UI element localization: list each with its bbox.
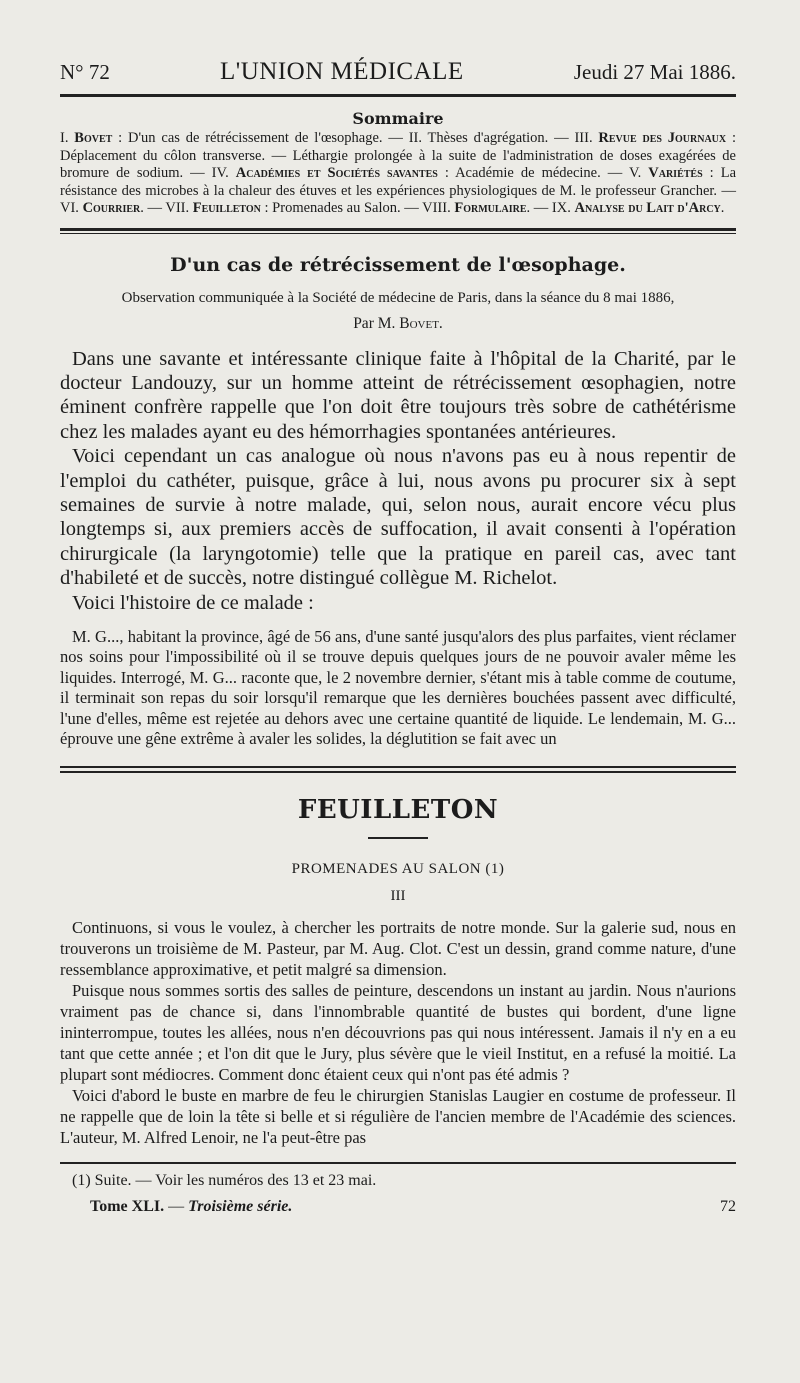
paragraph: Continuons, si vous le voulez, à chercher les portraits de notre monde. Sur la galerie sud, nous en trouverons un troisième de M. Pasteur, par M. Aug. Clot. C'est un dessin, grand comme nature, d'une ressemblance approximative, et petit malgré sa dimension. [60, 917, 736, 979]
sommaire-section-name: Variétés [648, 165, 703, 181]
masthead [60, 58, 736, 86]
issue-number: N° 72 [60, 60, 110, 84]
sommaire-run: . [720, 200, 725, 216]
tome-label: Tome XLI. [90, 1197, 165, 1215]
footnote: (1) Suite. — Voir les numéros des 13 et 23 mai. [72, 1171, 377, 1189]
article-body-small [60, 627, 736, 750]
author-name: Bovet. [399, 314, 443, 332]
paragraph: M. G..., habitant la province, âgé de 56 ans, d'une santé jusqu'alors des plus parfaites, vient réclamer nos soins pour l'impossibilité où il se trouve depuis quelques jours de ne pouvoir avaler même les liquides. Interrogé, M. G... raconte que, le 2 novembre dernier, s'étant mis à table comme de coutume, il terminait son repas du soir lorsqu'il remarque que les dernières bouchées passent avec difficulté, l'une d'elles, même est rejetée au dehors avec une certaine quantité de liquide. Le lendemain, M. G... éprouve une gêne extrême à avaler les solides, la déglutition se fait avec un [60, 626, 736, 749]
feuilleton-subtitle: PROMENADES AU SALON (1) [291, 860, 505, 877]
sommaire-run: I. [60, 130, 75, 146]
feuilleton-section: III [390, 887, 406, 904]
sommaire-section-name: Revue des Journaux [598, 130, 727, 146]
paragraph: Dans une savante et intéressante clinique faite à l'hôpital de la Charité, par le docteur Landouzy, sur un homme atteint de rétrécissement œsophagien, notre éminent confrère rappelle que l'on doit être toujours très sobre de cathétérisme chez les malades ayant eu des hémorrhagies spontanées antérieures. [60, 347, 736, 443]
sommaire-section-name: Académies et Sociétés savantes [235, 165, 438, 181]
article-observation: Observation communiquée à la Société de médecine de Paris, dans la séance du 8 mai 1886, [121, 289, 675, 306]
feuilleton-short-rule [368, 837, 428, 839]
sommaire-rule [60, 228, 736, 234]
article-author [60, 315, 736, 333]
footer-dash: — [164, 1197, 189, 1215]
paragraph: Voici d'abord le buste en marbre de feu le chirurgien Stanislas Laugier en costume de professeur. Il ne rappelle que de loin la tête si belle et si régulière de l'ancien membre de l'Académie des sciences. L'auteur, M. Alfred Lenoir, ne l'a peut-être pas [60, 1085, 736, 1147]
sommaire-run: : Académie de médecine. — V. [437, 165, 649, 181]
author-prefix: Par M. [353, 314, 400, 332]
feuilleton-rule [60, 766, 736, 773]
sommaire-section-name: Feuilleton [192, 200, 261, 216]
page-number: 72 [720, 1197, 736, 1215]
footnote-rule [60, 1162, 736, 1164]
sommaire-run: : Déplacement du côlon transverse. — Léthargie prolongée à la suite de l'administration de doses exagérées de bromure de sodium. — IV. [60, 130, 736, 181]
article-title: D'un cas de rétrécissement de l'œsophage. [170, 253, 626, 276]
paragraph: Voici cependant un cas analogue où nous n'avons pas eu à nous repentir de l'emploi du cathéter, puisque, grâce à lui, nous avons pu procurer six à sept semaines de survie à notre malade, qui, selon nous, aurait encore vécu plus longtemps si, aux premiers accès de suffocation, il avait consenti à l'opération chirurgicale (la laryngotomie) telle que la pratique en pareil cas, avec tant d'habileté et de succès, notre distingué collègue M. Richelot. [60, 445, 736, 590]
sommaire-section-name: Bovet [74, 130, 113, 146]
article-body-large [60, 347, 736, 615]
sommaire-section-name: Analyse du Lait d'Arcy [574, 200, 721, 216]
sommaire-text [60, 130, 736, 218]
issue-date: Jeudi 27 Mai 1886. [573, 60, 736, 84]
sommaire-run: : Promenades au Salon. — VIII. [260, 200, 455, 216]
sommaire-run: : La résistance des microbes à la chaleur des étuves et les expériences physiologiques de M. le professeur Grancher. — VI. [60, 165, 737, 216]
sommaire-heading: Sommaire [352, 109, 444, 128]
sommaire-run: . — IX. [526, 200, 575, 216]
journal-title: L'UNION MÉDICALE [219, 58, 464, 85]
sommaire-section-name: Courrier [82, 200, 141, 216]
masthead-rule [60, 94, 736, 97]
sommaire-run: : D'un cas de rétrécissement de l'œsophage. — II. Thèses d'agrégation. — III. [112, 130, 599, 146]
series-label: Troisième série. [188, 1197, 293, 1215]
sommaire-section-name: Formulaire [454, 200, 527, 216]
feuilleton-body [60, 917, 736, 1148]
sommaire-run: . — VII. [140, 200, 193, 216]
feuilleton-title: FEUILLETON [297, 794, 499, 825]
page-footer [60, 1198, 736, 1216]
paragraph: Voici l'histoire de ce malade : [72, 591, 314, 614]
paragraph: Puisque nous sommes sortis des salles de peinture, descendons un instant au jardin. Nous n'aurions vraiment pas de chance si, dans l'innombrable quantité de bustes qui bordent, d'une ligne ininterrompue, toutes les allées, nous n'en découvrions pas qui nous intéressent. Jamais il n'y en a eu tant que cette année ; et l'on dit que le Jury, plus sévère que le vieil Institut, en a refusé la moitié. La plupart sont médiocres. Comment donc étaient ceux qui n'ont pas été admis ? [60, 980, 736, 1084]
